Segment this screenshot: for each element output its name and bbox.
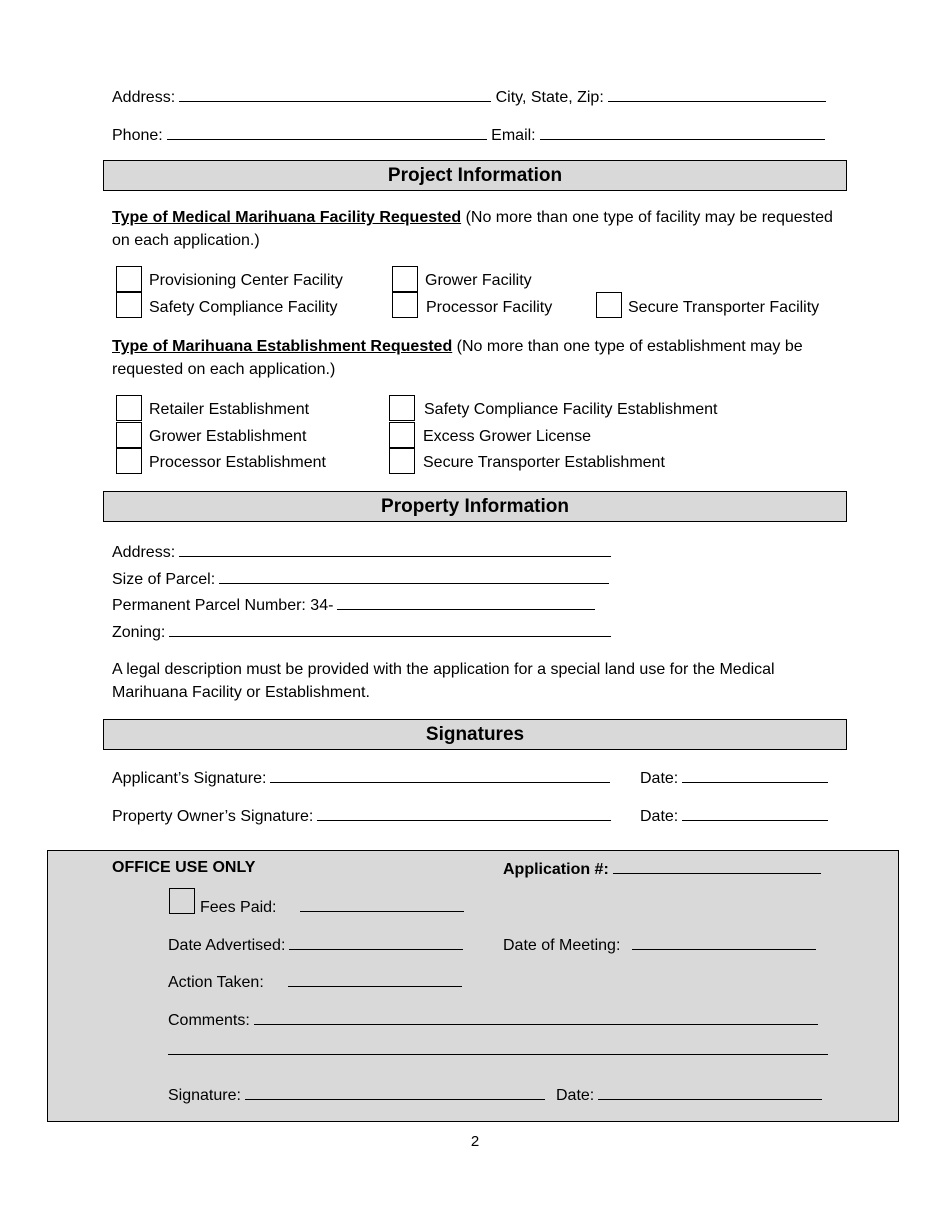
option-grower-facility: Grower Facility	[425, 272, 532, 289]
owner-date-row	[640, 805, 828, 827]
application-number-label: Application #:	[503, 861, 609, 878]
applicant-date-row	[640, 767, 828, 789]
comments-label: Comments:	[168, 1012, 250, 1029]
checkbox-retailer-establishment[interactable]	[116, 395, 142, 421]
comments-extra-line[interactable]	[168, 1054, 828, 1055]
owner-signature-row	[112, 805, 611, 827]
applicant-phone-label: Phone:	[112, 127, 163, 144]
office-signature-field[interactable]	[245, 1084, 545, 1100]
office-signature-row	[168, 1084, 545, 1106]
facility-type-title: Type of Medical Marihuana Facility Requested	[112, 209, 462, 226]
applicant-date-label: Date:	[640, 770, 679, 787]
property-address-label: Address:	[112, 544, 176, 561]
signatures-header: Signatures	[103, 719, 847, 750]
checkbox-processor-establishment[interactable]	[116, 448, 142, 474]
date-advertised-row	[168, 934, 463, 956]
option-grower-establishment: Grower Establishment	[149, 428, 307, 445]
applicant-city-field[interactable]	[608, 86, 826, 102]
office-signature-label: Signature:	[168, 1087, 241, 1104]
checkbox-safety-compliance-facility[interactable]	[116, 292, 142, 318]
applicant-city-label: City, State, Zip:	[495, 89, 604, 106]
legal-description-note: A legal description must be provided with the application for a special land use for the Medical Marihuana Facility or Establishment.	[112, 661, 775, 701]
option-secure-transporter-establishment: Secure Transporter Establishment	[423, 454, 665, 471]
facility-type-instructions	[112, 206, 842, 252]
checkbox-provisioning-center[interactable]	[116, 266, 142, 292]
project-information-header: Project Information	[103, 160, 847, 191]
fees-paid-row	[200, 896, 464, 918]
option-processor-establishment: Processor Establishment	[149, 454, 326, 471]
owner-signature-label: Property Owner’s Signature:	[112, 808, 314, 825]
parcel-number-row	[112, 594, 595, 616]
applicant-date-field[interactable]	[682, 767, 828, 783]
option-retailer-establishment: Retailer Establishment	[149, 401, 310, 418]
option-processor-facility: Processor Facility	[426, 299, 553, 316]
date-of-meeting-label: Date of Meeting:	[503, 937, 621, 954]
option-excess-grower-license: Excess Grower License	[423, 428, 592, 445]
applicant-signature-label: Applicant’s Signature:	[112, 770, 267, 787]
fees-paid-label: Fees Paid:	[200, 899, 277, 916]
applicant-address-row	[112, 86, 826, 108]
applicant-signature-row	[112, 767, 610, 789]
applicant-phone-row	[112, 124, 825, 146]
option-secure-transporter-facility: Secure Transporter Facility	[628, 299, 820, 316]
facility-type-note: (No more than one type of facility may be requested on each application.)	[112, 209, 833, 249]
establishment-type-note: (No more than one type of establishment may be requested on each application.)	[112, 338, 803, 378]
option-safety-compliance-facility: Safety Compliance Facility	[149, 299, 338, 316]
applicant-address-field[interactable]	[179, 86, 491, 102]
date-of-meeting-row	[503, 934, 816, 956]
page-number: 2	[470, 1133, 480, 1150]
comments-field[interactable]	[254, 1009, 818, 1025]
checkbox-secure-transporter-establishment[interactable]	[389, 448, 415, 474]
applicant-email-label: Email:	[491, 127, 536, 144]
checkbox-fees-paid[interactable]	[169, 888, 195, 914]
checkbox-grower-establishment[interactable]	[116, 422, 142, 448]
establishment-type-title: Type of Marihuana Establishment Requested	[112, 338, 453, 355]
action-taken-field[interactable]	[288, 971, 462, 987]
office-use-only-title: OFFICE USE ONLY	[112, 859, 256, 876]
property-address-row	[112, 541, 611, 563]
property-address-field[interactable]	[179, 541, 611, 557]
applicant-phone-field[interactable]	[167, 124, 487, 140]
application-number-field[interactable]	[613, 858, 821, 874]
action-taken-row	[168, 971, 462, 993]
parcel-number-label: Permanent Parcel Number: 34-	[112, 597, 334, 614]
zoning-row	[112, 621, 611, 643]
applicant-email-field[interactable]	[540, 124, 825, 140]
parcel-size-label: Size of Parcel:	[112, 571, 216, 588]
office-date-label: Date:	[556, 1087, 595, 1104]
checkbox-excess-grower-license[interactable]	[389, 422, 415, 448]
owner-date-field[interactable]	[682, 805, 828, 821]
parcel-size-row	[112, 568, 609, 590]
property-information-header: Property Information	[103, 491, 847, 522]
date-advertised-field[interactable]	[289, 934, 463, 950]
option-provisioning-center: Provisioning Center Facility	[149, 272, 343, 289]
parcel-size-field[interactable]	[219, 568, 609, 584]
date-advertised-label: Date Advertised:	[168, 937, 286, 954]
zoning-field[interactable]	[169, 621, 611, 637]
owner-date-label: Date:	[640, 808, 679, 825]
checkbox-processor-facility[interactable]	[392, 292, 418, 318]
zoning-label: Zoning:	[112, 624, 166, 641]
action-taken-label: Action Taken:	[168, 974, 264, 991]
establishment-type-instructions	[112, 335, 842, 381]
checkbox-secure-transporter-facility[interactable]	[596, 292, 622, 318]
application-number-row	[503, 858, 821, 880]
date-of-meeting-field[interactable]	[632, 934, 816, 950]
checkbox-grower-facility[interactable]	[392, 266, 418, 292]
office-date-field[interactable]	[598, 1084, 822, 1100]
office-date-row	[556, 1084, 822, 1106]
applicant-signature-field[interactable]	[270, 767, 610, 783]
option-safety-compliance-establishment: Safety Compliance Facility Establishment	[424, 401, 718, 418]
applicant-address-label: Address:	[112, 89, 176, 106]
checkbox-safety-compliance-establishment[interactable]	[389, 395, 415, 421]
fees-paid-field[interactable]	[300, 896, 464, 912]
owner-signature-field[interactable]	[317, 805, 611, 821]
parcel-number-field[interactable]	[337, 594, 595, 610]
comments-row	[168, 1009, 818, 1031]
